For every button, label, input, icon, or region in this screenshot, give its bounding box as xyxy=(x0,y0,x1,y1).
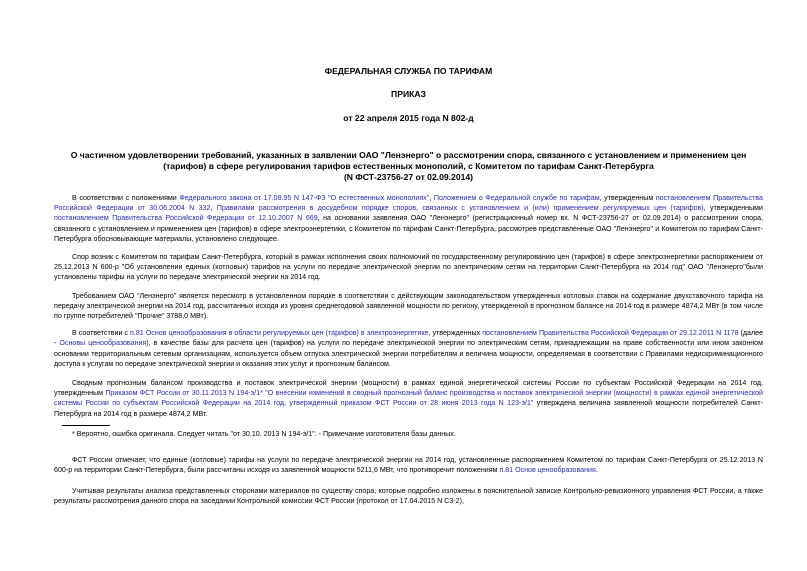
link-pricing-basics[interactable]: Основы ценообразования xyxy=(59,339,147,348)
text-run: ФСТ России отмечает, что единые (котловые) тарифы на услуги по передаче электрической энергии на 2014 год, установленные распоряжением Комитетом по тарифам Санкт-Петербурга от 25.12.2013 N 600-р на территории Санкт-Петербурга, были рассчитаны исходя из заявленной мощности 5211,6 МВт, что противоречит положениям xyxy=(54,455,763,475)
link-pricing-basics-p81[interactable]: п.81 Основ ценообразования xyxy=(499,466,596,475)
text-run: , утвержденным xyxy=(599,194,656,202)
agency-title: ФЕДЕРАЛЬНАЯ СЛУЖБА ПО ТАРИФАМ xyxy=(324,66,493,76)
link-federal-law-147[interactable]: Федерального закона от 17.08.95 N 147-ФЗ "О естественных монополиях" xyxy=(179,194,430,202)
text-run: , утвержденными xyxy=(703,204,763,213)
text-run: (далее - xyxy=(54,329,764,348)
link-resolution-332[interactable]: постановлением Правительства Российской Федерации от 30.06.2004 N 332 xyxy=(54,194,763,213)
text-run: утверждена величина заявленной мощности потребителей Санкт-Петербурга на 2014 год в размере 4874,2 МВт. xyxy=(54,399,763,418)
paragraph-forecast-balance xyxy=(54,378,763,419)
link-dispute-rules[interactable]: Правилами рассмотрения в досудебном порядке споров, связанных с установлением и (или) применением регулируемых цен (тарифов) xyxy=(216,204,704,213)
link-pricing-basics-p81[interactable]: п.81 Основ ценообразования в области регулируемых цен (тарифов) в электроэнергетике xyxy=(130,329,429,338)
document-date: от 22 апреля 2015 года N 802-д xyxy=(343,113,474,123)
text-run: В соответствии с положениями xyxy=(72,194,180,202)
document-type: ПРИКАЗ xyxy=(391,89,426,99)
text-run: , утвержденных xyxy=(428,329,483,338)
text-run: , xyxy=(429,194,434,202)
paragraph-analysis-results: Учитывая результаты анализа представленных сторонами материалов по существу спора, которые подробно изложены в пояснительной записке Контрольно-ревизионного управления ФСТ России, а также результаты рассмотрения данного спора на заседании Контрольной комиссии ФСТ России (протокол от 17.04.2015 N С3-2), xyxy=(54,487,763,506)
text-run: ), в качестве базы для расчета цен (тарифов) на услуги по передаче электрической энергии по электрическим сетям, принадлежащим на праве собственности или ином законном основании территориальным сетевым организациям, используется объем отпуска электрической энергии потребителям и величина мощности, определяемая в соответствии с Правилами недискриминационного доступа к услугам по передаче электрической энергии и оказания этих услуг и прогнозным балансом. xyxy=(54,339,763,368)
text-run: , на основании заявления ОАО "Ленэнерго" (регистрационный номер вх. N ФСТ-23756-27 от 02.09.2014) о рассмотрении спора, связанного с установлением и применением цен (тарифов) в сфере электроэнергетики, с Комитетом по тарифам Санкт-Петербурга, рассмотрев представленные ОАО "Ленэнерго" и Комитетом по тарифам Санкт-Петербурга обосновывающие материалы, установлено следующее. xyxy=(54,214,763,243)
footnote-divider xyxy=(62,425,110,426)
link-order-194[interactable]: Приказом ФСТ России от 30.11.2013 N 194-э/1* xyxy=(105,389,263,398)
link-resolution-669[interactable]: постановлением Правительства Российской Федерации от 12.10.2007 N 669 xyxy=(54,214,318,223)
subject-line: (тарифов) в сфере регулирования тарифов естественных монополий, с Комитетом по тарифам Санкт-Петербурга xyxy=(163,161,654,171)
subject-line: (N ФСТ-23756-27 от 02.09.2014) xyxy=(343,172,474,182)
link-balance-amendment[interactable]: "О внесении изменений в сводный прогнозный баланс производства и поставок электрической энергии (мощности) в рамках единой энергетической системы России по субъектам Российской Федерации на 2014 год, утвержденный приказом ФСТ России от 28 июня 2013 года N 123-э/1" xyxy=(54,389,763,408)
paragraph-pricing-basis xyxy=(54,328,763,369)
paragraph-requirement: Требованием ОАО "Ленэнерго" является пересмотр в установленном порядке в соответствии с действующим законодательством утвержденных котловых ставок на содержание двухставочного тарифа на передачу электрической энергии на 2014 год, рассчитанных исходя из уровня среднегодовой заявленной мощности по региону, утвержденной в прогнозном балансе на 2014 год в размере 4874,2 МВт (в том числе по группе потребителей "Прочие" 3788,0 МВт). xyxy=(54,291,763,321)
text-run: Сводным прогнозным балансом производства и поставок электрической энергии (мощности) в рамках единой энергетической системы России по субъектам Российской Федерации на 2014 год, утвержденным xyxy=(54,379,763,398)
subject-line: О частичном удовлетворении требований, указанных в заявлении ОАО "Ленэнерго" о рассмотрении спора, связанного с установлением и применением цен xyxy=(70,150,747,160)
text-run: , xyxy=(210,204,217,213)
link-resolution-1178[interactable]: постановлением Правительства Российской Федерации от 29.12.2011 N 1178 xyxy=(482,329,739,338)
paragraph-legal-basis xyxy=(54,193,763,244)
paragraph-fst-notice xyxy=(54,455,763,475)
link-fst-regulation[interactable]: Положением о Федеральной службе по тарифам xyxy=(433,194,600,202)
paragraph-dispute-origin: Спор возник с Комитетом по тарифам Санкт-Петербурга, который в рамках исполнения своих полномочий по государственному регулированию цен (тарифов) в сфере электроэнергетики распоряжением от 25.12.2013 N 600-р "Об установлении единых (котловых) тарифов на услуги по передаче электрической энергии по электрическим сетям на территории Санкт-Петербурга на 2014 год" ОАО "Ленэнерго"были установлены тарифы на услуги по передаче электрической энергии на 2014 год. xyxy=(54,253,763,282)
footnote: * Вероятно, ошибка оригинала. Следует читать "от 30.10. 2013 N 194-э/1". - Примечание изготовителя базы данных. xyxy=(72,429,456,438)
text-run: В соответствии с xyxy=(72,329,131,338)
document-subject xyxy=(54,150,763,183)
text-run: . xyxy=(595,466,598,475)
